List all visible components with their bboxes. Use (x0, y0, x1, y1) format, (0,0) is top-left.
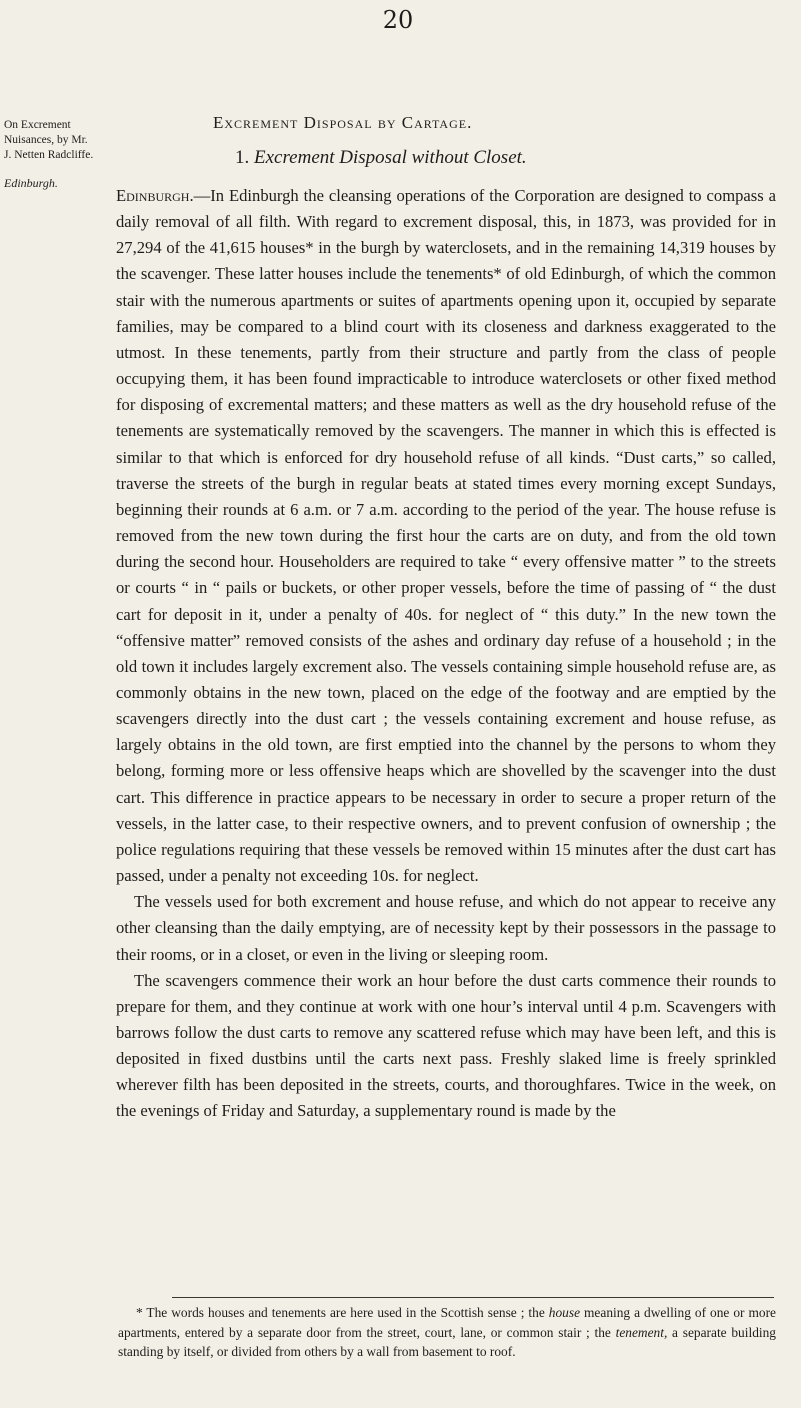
subsection-heading (235, 147, 655, 169)
footnote-text-2: meaning a dwelling of one or more apartments, entered by a separate door from the street, court, lane, or common stair ; the (118, 1305, 776, 1340)
footnote-rule (172, 1297, 774, 1298)
paragraph-1 (116, 183, 776, 889)
footnote-text-1: * The words houses and tenements are here used in the Scottish sense ; the (136, 1305, 549, 1320)
footnote (118, 1303, 776, 1362)
body-text (116, 183, 776, 1125)
footnote-term-house: house (548, 1305, 581, 1320)
subsection-title: Excrement Disposal without Closet. (254, 147, 527, 168)
footnote-term-tenement: tenement, (615, 1324, 668, 1340)
paragraph-3: The scavengers commence their work an hour before the dust carts commence their rounds to prepare for them, and they continue at work with one hour’s interval until 4 p.m. Scavengers with barrows follow the dust carts to remove any scattered refuse which may have been left, and this is deposited in fixed dustbins until the carts next pass. Freshly slaked lime is freely sprinkled wherever filth has been deposited in the streets, courts, and thoroughfares. Twice in the week, on the evenings of Friday and Saturday, a supplementary round is made by the (116, 970, 776, 1121)
margin-location: Edinburgh. (4, 176, 58, 190)
section-heading: Excrement Disposal by Cartage. (213, 113, 473, 132)
margin-note: On Excrement Nuisances, by Mr. J. Netten Radcliffe. (4, 119, 94, 161)
subsection-number: 1. (235, 147, 250, 168)
paragraph-1-text: —In Edinburgh the cleansing operations of the Corporation are designed to compass a daily removal of all filth. With regard to excrement disposal, this, in 1873, was provided for in 27,294 of the 41,615 houses* in the burgh by waterclosets, and in the remaining 14,319 houses by the scavenger. These latter houses include the tenements* of old Edinburgh, of which the common stair with the numerous apartments or suites of apartments opening upon it, occupied by separate families, may be compared to a blind court with its closeness and darkness exaggerated to the utmost. In these tenements, partly from their structure and partly from the class of people occupying them, it has been found impracticable to introduce waterclosets or other fixed method for disposing of excremental matters; and these matters as well as the dry household refuse of the tenements are systematically removed by the scavengers. The manner in which this is effected is similar to that which is enforced for dry household refuse of all kinds. “Dust carts,” so called, traverse the streets of the burgh in regular beats at stated times every morning except Sundays, beginning their rounds at 6 a.m. or 7 a.m. according to the period of the year. The house refuse is removed from the new town during the first hour the carts are on duty, and from the old town during the second hour. Householders are required to take “ every offensive matter ” to the streets or courts “ in “ pails or buckets, or other proper vessels, before the time of passing of “ the dust cart for deposit in it, under a penalty of 40s. for neglect of “ this duty.” In the new town the “offensive matter” removed consists of the ashes and ordinary day refuse of a household ; in the old town it includes largely excrement also. The vessels containing simple household refuse are, as commonly obtains in the new town, placed on the edge of the footway and are emptied by the scavengers directly into the dust cart ; the vessels containing excrement and house refuse, as largely obtains in the old town, are first emptied into the channel by the persons to whom they belong, forming more or less offensive heaps which are shovelled by the scavenger into the dust cart. This difference in practice appears to be necessary in order to secure a proper return of the vessels, in the latter case, to their respective owners, and to prevent confusion of ownership ; the police regulations requiring that these vessels be removed within 15 minutes after the dust cart has passed, under a penalty not exceeding 10s. for neglect. (116, 186, 776, 886)
lead-word: Edinburgh. (116, 186, 194, 205)
page-number: 20 (382, 6, 414, 34)
footnote-text-3: a separate building standing by itself, or divided from others by a wall from basement to roof. (118, 1324, 777, 1359)
paragraph-2: The vessels used for both excrement and house refuse, and which do not appear to receive any other cleansing than the daily emptying, are of necessity kept by their possessors in the passage to their rooms, or in a closet, or even in the living or sleeping room. (116, 892, 776, 964)
